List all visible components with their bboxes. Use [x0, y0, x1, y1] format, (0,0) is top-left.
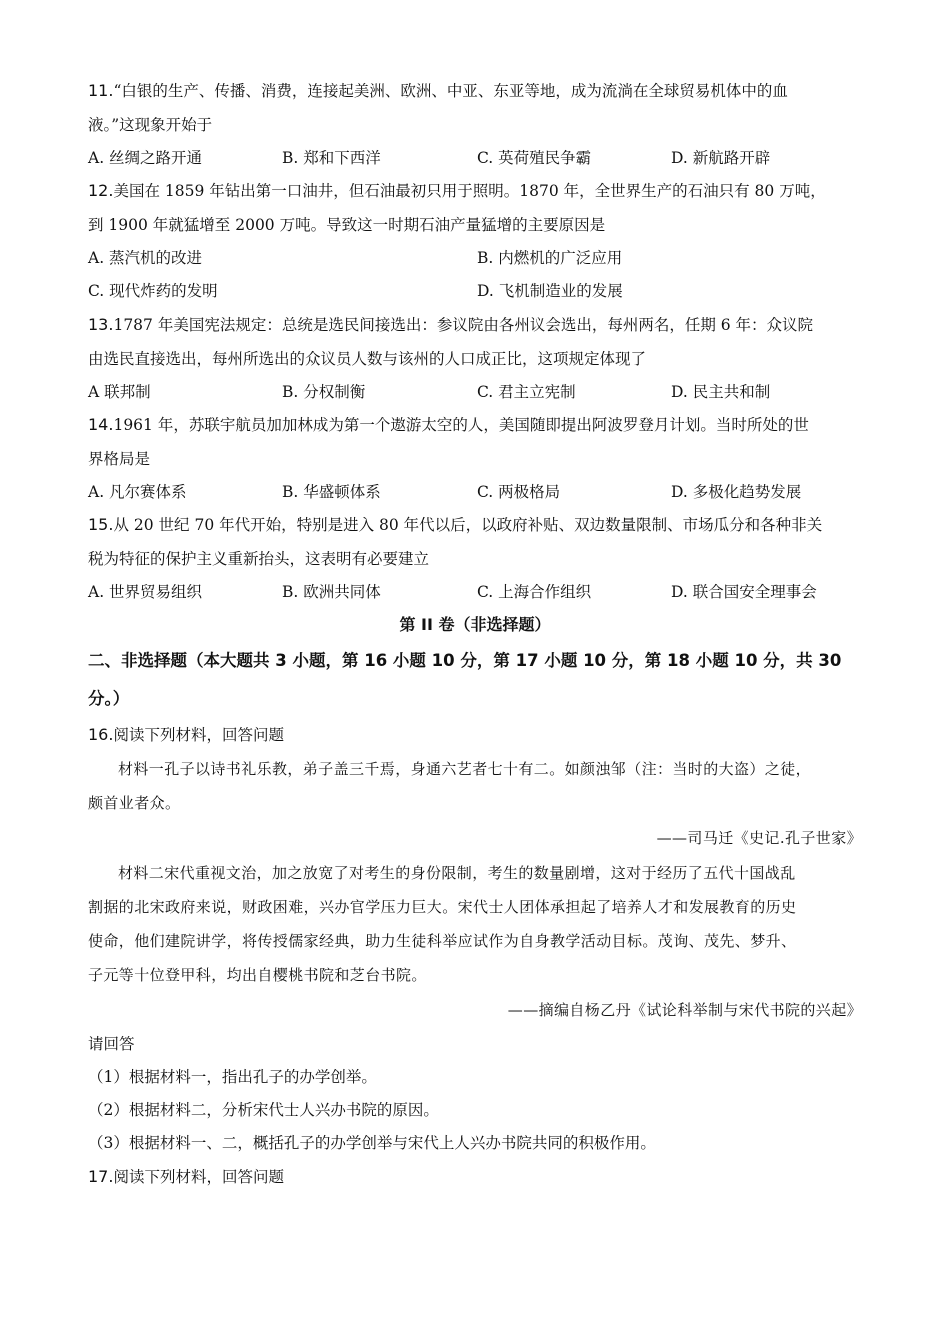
section-heading-line: 二、非选择题（本大题共 3 小题，第 16 小题 10 分，第 17 小题 10 分，第 18 小题 10 分，共 30: [88, 651, 842, 670]
options-row: [88, 142, 862, 174]
sub-question: （1）根据材料一，指出孔子的办学创举。: [88, 1068, 377, 1086]
sub-question: （2）根据材料二，分析宋代士人兴办书院的原因。: [88, 1101, 439, 1119]
answer-prompt: 请回答: [88, 1035, 135, 1053]
question-15: [88, 508, 862, 608]
options-row: [88, 576, 862, 608]
question-stem-line: 美国在 1859 年钻出第一口油井，但石油最初只用于照明。1870 年，全世界生产的石油只有 80 万吨，: [113, 182, 826, 200]
option-a[interactable]: A 联邦制: [88, 383, 151, 401]
question-stem-line: 界格局是: [88, 450, 151, 468]
section-title: 第 II 卷（非选择题）: [399, 615, 551, 634]
option-b[interactable]: B. 华盛顿体系: [282, 483, 381, 501]
option-c[interactable]: C. 两极格局: [477, 483, 561, 501]
question-stem-line: 到 1900 年就猛增至 2000 万吨。导致这一时期石油产量猛增的主要原因是: [88, 216, 606, 234]
question-number: 14.: [88, 415, 114, 434]
section-heading-line: 分。）: [88, 689, 130, 708]
options-row: [88, 376, 862, 408]
source-citation: ——摘编自杨乙丹《试论科举制与宋代书院的兴起》: [507, 1001, 862, 1019]
question-17: [88, 1160, 862, 1194]
question-number: 16.: [88, 725, 114, 744]
option-d[interactable]: D. 飞机制造业的发展: [477, 282, 623, 300]
options-row: [88, 275, 862, 308]
material-line: 材料二宋代重视文治，加之放宽了对考生的身份限制，考生的数量剧增，这对于经历了五代十国战乱: [118, 864, 796, 882]
option-b[interactable]: B. 郑和下西洋: [282, 149, 381, 167]
question-stem-line: 液。”这现象开始于: [88, 116, 213, 134]
option-b[interactable]: B. 欧洲共同体: [282, 583, 381, 601]
question-number: 15.: [88, 515, 114, 534]
sub-question: （3）根据材料一、二，概括孔子的办学创举与宋代上人兴办书院共同的积极作用。: [88, 1134, 656, 1152]
question-stem-line: 税为特征的保护主义重新抬头，这表明有必要建立: [88, 550, 430, 568]
material-line: 材料一孔子以诗书礼乐教，弟子盖三千焉，身通六艺者七十有二。如颜浊邹（注：当时的大盗）之徒，: [118, 760, 812, 778]
material-line: 使命，他们建院讲学，将传授儒家经典，助力生徒科举应试作为自身教学活动目标。茂询、茂先、梦升、: [88, 932, 797, 950]
question-14: [88, 408, 862, 508]
question-number: 12.: [88, 181, 114, 200]
question-11: [88, 74, 862, 174]
question-number: 13.: [88, 315, 114, 334]
question-12: [88, 174, 862, 308]
question-prompt: 阅读下列材料，回答问题: [113, 726, 284, 744]
option-d[interactable]: D. 联合国安全理事会: [671, 583, 817, 601]
question-stem-line: 1787 年美国宪法规定：总统是选民间接选出：参议院由各州议会选出，每州两名，任期 6 年：众议院: [113, 316, 814, 334]
options-row: [88, 476, 862, 508]
question-number: 17.: [88, 1167, 114, 1186]
question-13: [88, 308, 862, 408]
option-b[interactable]: B. 内燃机的广泛应用: [477, 249, 623, 267]
option-c[interactable]: C. 英荷殖民争霸: [477, 149, 592, 167]
option-a[interactable]: A. 蒸汽机的改进: [88, 249, 203, 267]
question-prompt: 阅读下列材料，回答问题: [113, 1168, 284, 1186]
option-d[interactable]: D. 民主共和制: [671, 383, 771, 401]
option-d[interactable]: D. 新航路开辟: [671, 149, 771, 167]
material-line: 子元等十位登甲科，均出自樱桃书院和芝台书院。: [88, 966, 427, 984]
question-stem-line: “白银的生产、传播、消费，连接起美洲、欧洲、中亚、东亚等地，成为流淌在全球贸易机体中的血: [113, 82, 788, 100]
options-row: [88, 242, 862, 275]
question-stem-line: 1961 年，苏联宇航员加加林成为第一个遨游太空的人，美国随即提出阿波罗登月计划。当时所处的世: [113, 416, 809, 434]
option-b[interactable]: B. 分权制衡: [282, 383, 366, 401]
question-number: 11.: [88, 81, 114, 100]
material-line: 颇首业者众。: [88, 794, 181, 812]
option-a[interactable]: A. 凡尔赛体系: [88, 483, 187, 501]
option-c[interactable]: C. 现代炸药的发明: [88, 282, 218, 300]
option-a[interactable]: A. 丝绸之路开通: [88, 149, 203, 167]
option-c[interactable]: C. 君主立宪制: [477, 383, 576, 401]
option-d[interactable]: D. 多极化趋势发展: [671, 483, 802, 501]
exam-page: [88, 74, 862, 1194]
question-stem-line: 由选民直接选出，每州所选出的众议员人数与该州的人口成正比，这项规定体现了: [88, 350, 647, 368]
source-citation: ——司马迁《史记.孔子世家》: [656, 829, 862, 847]
question-stem-line: 从 20 世纪 70 年代开始，特别是进入 80 年代以后，以政府补贴、双边数量限制、市场瓜分和各种非关: [113, 516, 823, 534]
option-a[interactable]: A. 世界贸易组织: [88, 583, 203, 601]
option-c[interactable]: C. 上海合作组织: [477, 583, 592, 601]
question-16: [88, 718, 862, 1160]
material-line: 割据的北宋政府来说，财政困难，兴办官学压力巨大。宋代士人团体承担起了培养人才和发展教育的历史: [88, 898, 797, 916]
